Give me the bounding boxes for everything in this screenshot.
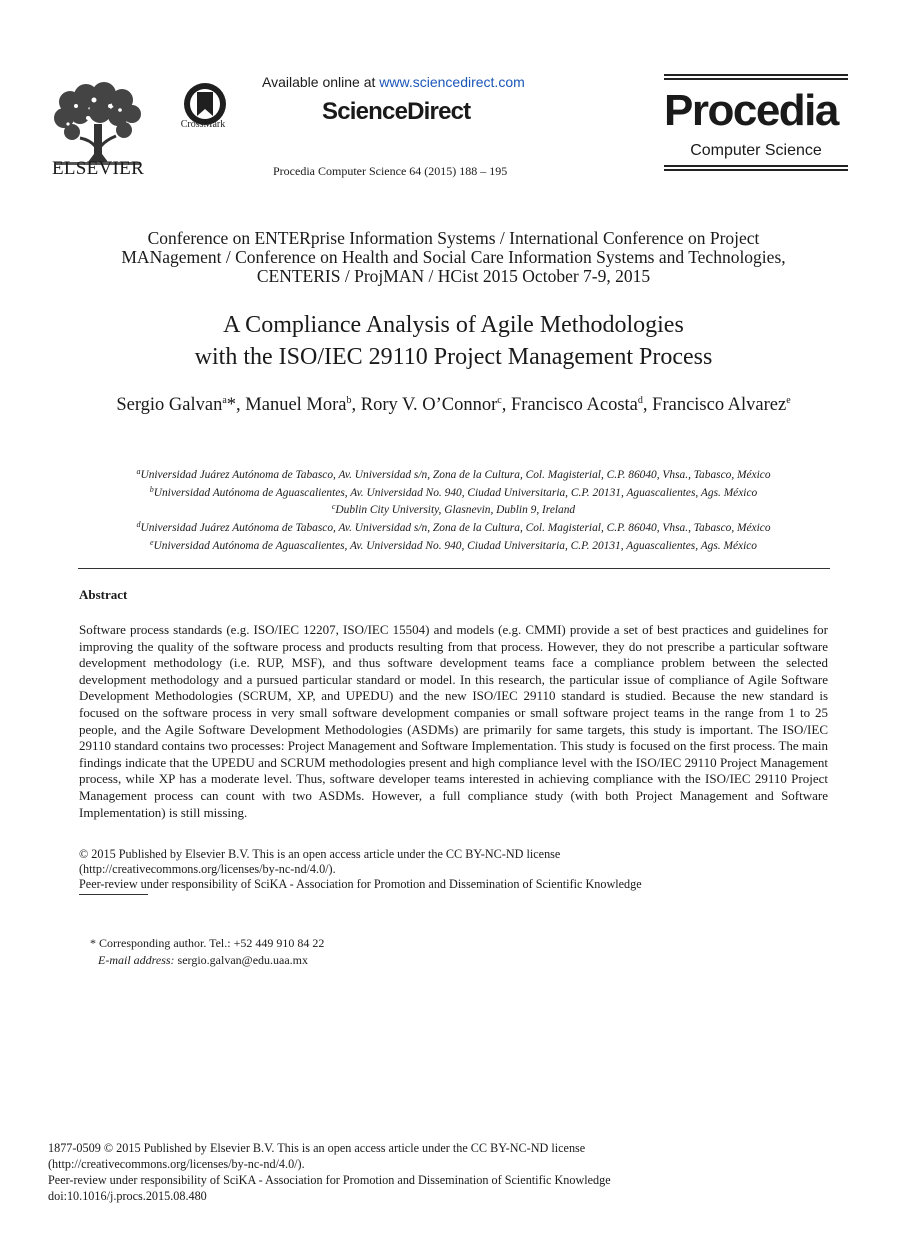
affiliation-mark: e [149, 537, 154, 547]
affiliation-mark: b [149, 484, 154, 494]
journal-reference: Procedia Computer Science 64 (2015) 188 – 195 [273, 164, 508, 178]
footer-doi[interactable]: doi:10.1016/j.procs.2015.08.480 [48, 1189, 207, 1204]
conference-line: MANagement / Conference on Health and Social Care Information Systems and Technologies, [121, 247, 786, 267]
affiliation-item [40, 536, 867, 554]
author-list [60, 388, 847, 418]
crossmark-label: CrossMark [180, 119, 226, 130]
available-online-line [262, 74, 525, 90]
author-name: Francisco Alvarez [652, 395, 787, 415]
procedia-top-rules [664, 74, 848, 82]
title-line: A Compliance Analysis of Agile Methodologies [223, 312, 684, 338]
sciencedirect-link[interactable]: www.sciencedirect.com [379, 74, 525, 90]
footer-license-url[interactable]: (http://creativecommons.org/licenses/by-nc-nd/4.0/). [48, 1157, 305, 1172]
section-divider [78, 568, 830, 569]
procedia-subtitle: Computer Science [690, 142, 822, 159]
sciencedirect-brand: ScienceDirect [322, 98, 471, 125]
correspondence-footnote [90, 935, 324, 969]
conference-line: CENTERIS / ProjMAN / HCist 2015 October 7-9, 2015 [256, 266, 651, 286]
corresponding-author-line: * Corresponding author. Tel.: +52 449 910 84 22 [90, 936, 325, 950]
abstract-body: Software process standards (e.g. ISO/IEC 12207, ISO/IEC 15504) and models (e.g. CMMI) provide a set of best practices and guidelines for improving the quality of the software process and products resulting from that process. However, they do not prescribe a particular software development methodology (i.e. RUP, MSF), and thus software development teams face a compliance problem between the selected development methodology and a pursued particular standard or model. In this research, the particular issue of compliance of Agile Software Development Methodologies (SCRUM, XP, and UPEDU) and the new ISO/IEC 29110 standard is studied. Because the new standard is focused on the software process in very small software development companies or small software project teams in the range from 1 to 25 people, and the Agile Software Development Methodologies (ASDMs) are primarily for same targets, this study is important. The ISO/IEC 29110 standard contains two processes: Project Management and Software Implementation. This study is focused on the first process. The main findings indicate that the UPEDU and SCRUM methodologies present and high compliance level with the ISO/IEC 29110 Project Management process, while XP has a moderate level. Thus, software developer teams interested in achieving compliance with the ISO/IEC 29110 Project Management process can count with two ASDMs. However, a full compliance study (with both Project Management and Software Implementation) is still missing. [79, 622, 828, 820]
author-affil-mark: b [346, 395, 352, 406]
affiliation-list [40, 465, 867, 554]
author-separator: , [351, 395, 361, 415]
procedia-bottom-rules [664, 165, 848, 173]
affiliation-mark: c [331, 502, 336, 512]
title-line: with the ISO/IEC 29110 Project Management Process [194, 344, 713, 370]
abstract-heading: Abstract [79, 587, 128, 602]
license-notice [79, 847, 828, 892]
affiliation-text: Universidad Autónoma de Aguascalientes, Av. Universidad No. 940, Ciudad Universitaria, C.P. 20131, Aguascalientes, Ags. México [153, 486, 758, 499]
affiliation-item [40, 465, 867, 483]
author-affil-mark: c [497, 395, 502, 406]
license-line: © 2015 Published by Elsevier B.V. This is an open access article under the CC BY-NC-ND license [79, 847, 561, 861]
author-affil-mark: e [786, 395, 791, 406]
author-affil-mark: d [637, 395, 643, 406]
affiliation-item [40, 500, 867, 518]
footer-issn-license: 1877-0509 © 2015 Published by Elsevier B.V. This is an open access article under the CC BY-NC-ND license [48, 1141, 586, 1155]
author-name: Manuel Mora [245, 395, 347, 415]
author-name: Rory V. O’Connor [360, 395, 498, 415]
affiliation-mark: d [136, 520, 141, 530]
conference-info [60, 229, 847, 286]
available-prefix: Available online at [262, 74, 380, 90]
footnote-divider [79, 894, 148, 895]
conference-line: Conference on ENTERprise Information Systems / International Conference on Project [147, 228, 760, 248]
affiliation-text: Dublin City University, Glasnevin, Dublin 9, Ireland [335, 504, 576, 517]
affiliation-text: Universidad Juárez Autónoma de Tabasco, Av. Universidad s/n, Zona de la Cultura, Col. Magisterial, C.P. 86040, Vhsa., Tabasco, México [140, 522, 771, 535]
affiliation-text: Universidad Juárez Autónoma de Tabasco, Av. Universidad s/n, Zona de la Cultura, Col. Magisterial, C.P. 86040, Vhsa., Tabasco, México [140, 469, 771, 481]
author-separator: *, [226, 395, 246, 415]
affiliation-item [40, 518, 867, 536]
author-name: Francisco Acosta [511, 395, 638, 415]
affiliation-mark: a [136, 467, 141, 476]
email-label: E-mail address: [98, 953, 175, 967]
email-line [90, 952, 324, 969]
page-footer [48, 1140, 848, 1204]
peer-review-line: Peer-review under responsibility of SciKA - Association for Promotion and Dissemination of Scientific Knowledge [79, 877, 642, 891]
procedia-logo-text: Procedia [664, 86, 838, 135]
author-name: Sergio Galvan [116, 395, 223, 415]
footer-peer-review: Peer-review under responsibility of SciKA - Association for Promotion and Dissemination of Scientific Knowledge [48, 1173, 611, 1188]
license-url[interactable]: (http://creativecommons.org/licenses/by-nc-nd/4.0/). [79, 862, 336, 876]
affiliation-text: Universidad Autónoma de Aguascalientes, Av. Universidad No. 940, Ciudad Universitaria, C.P. 20131, Aguascalientes, Ags. México [153, 539, 757, 552]
affiliation-item [40, 483, 867, 501]
author-separator: , [501, 395, 511, 415]
publisher-name: ELSEVIER [51, 158, 145, 179]
author-separator: , [642, 395, 653, 415]
author-affil-mark: a [222, 395, 227, 406]
paper-title [60, 309, 847, 373]
email-address[interactable]: sergio.galvan@edu.uaa.mx [174, 953, 309, 967]
